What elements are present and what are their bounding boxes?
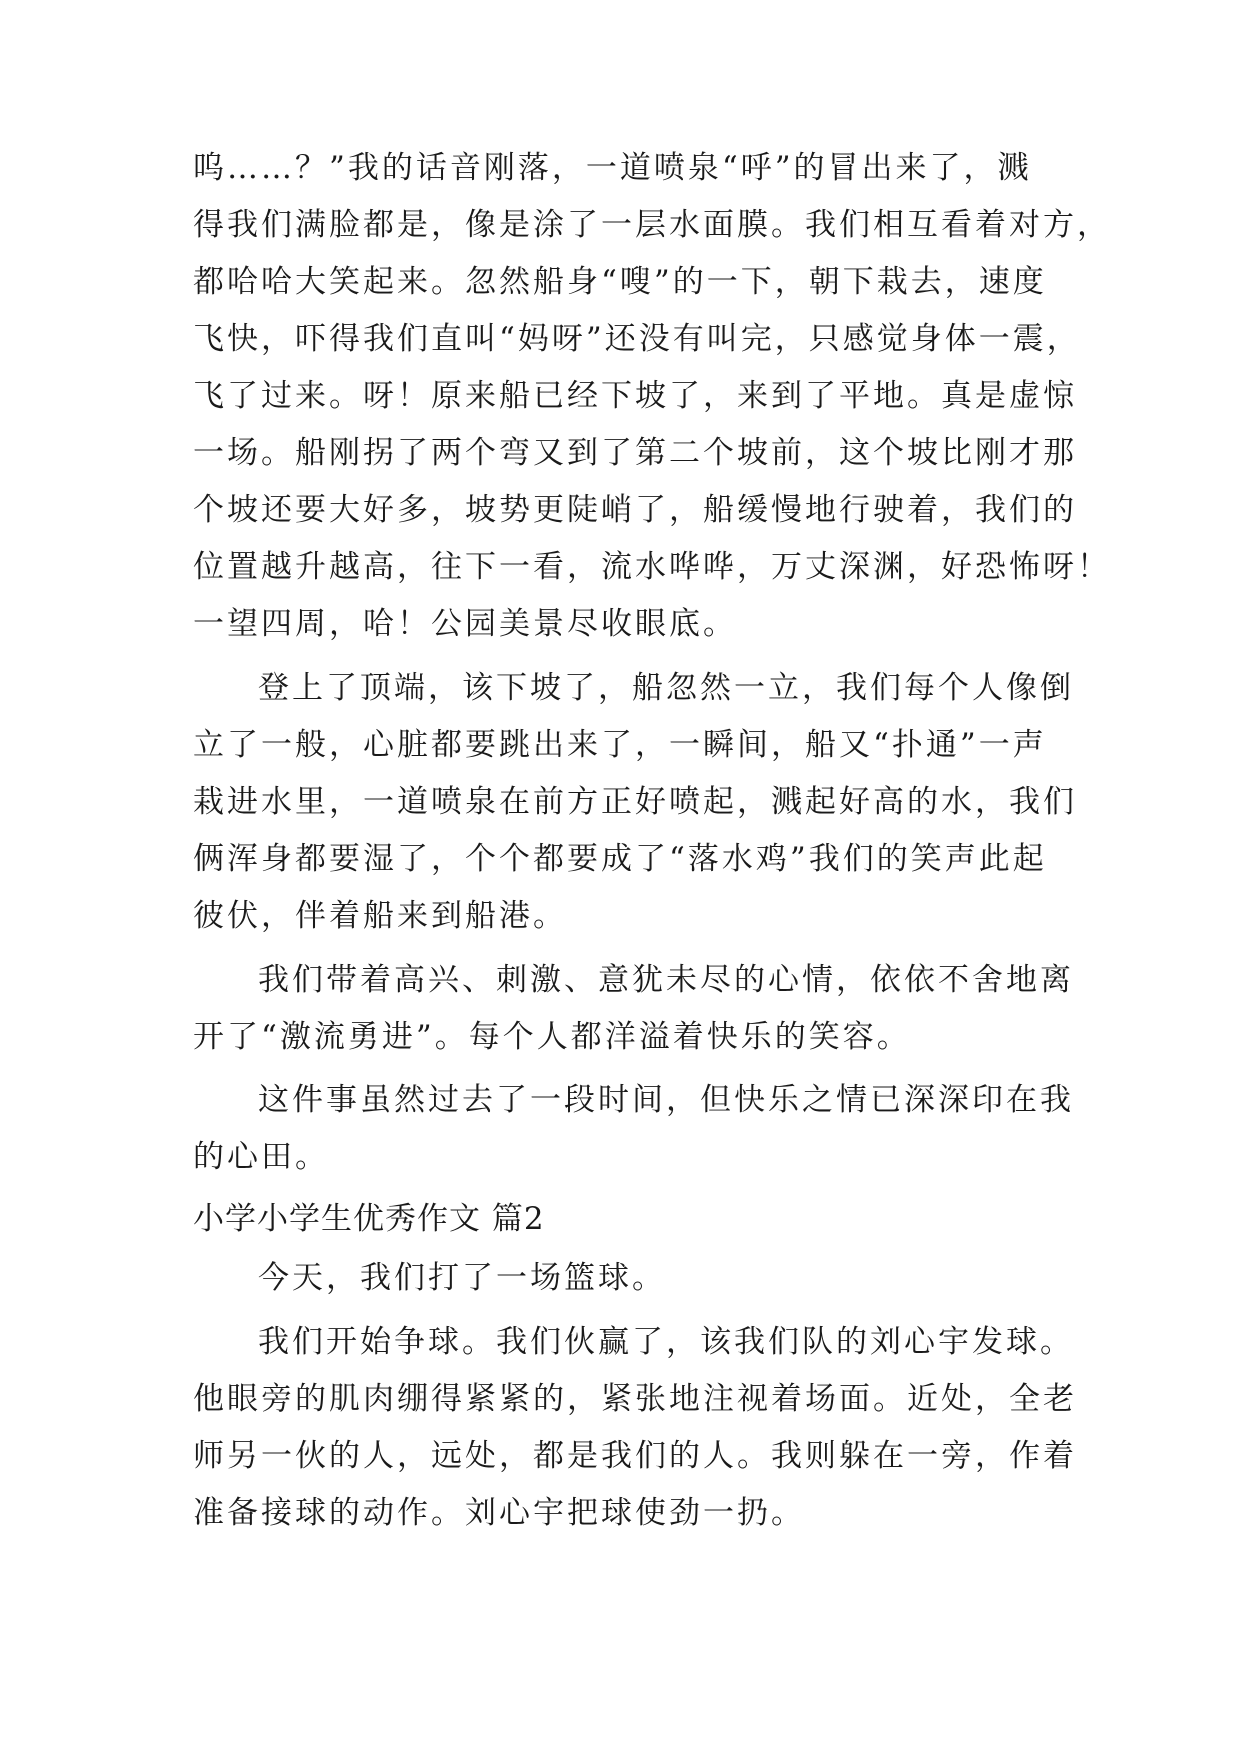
paragraph-line: 这件事虽然过去了一段时间，但快乐之情已深深印在我	[258, 1082, 1074, 1118]
paragraph-line: 飞了过来。呀！原来船已经下坡了，来到了平地。真是虚惊	[193, 378, 1077, 414]
paragraph-line: 的心田。	[193, 1139, 329, 1175]
paragraph-line: 我们开始争球。我们伙赢了，该我们队的刘心宇发球。	[258, 1324, 1074, 1360]
paragraph-line: 立了一般，心脏都要跳出来了，一瞬间，船又“扑通”一声	[193, 727, 1047, 763]
paragraph-line: 师另一伙的人，远处，都是我们的人。我则躲在一旁，作着	[193, 1438, 1077, 1474]
paragraph-line: 我们带着高兴、刺激、意犹未尽的心情，依依不舍地离	[258, 962, 1074, 998]
paragraph-line: 今天，我们打了一场篮球。	[258, 1260, 666, 1296]
paragraph-line: 登上了顶端，该下坡了，船忽然一立，我们每个人像倒	[258, 670, 1074, 706]
paragraph-line: 俩浑身都要湿了，个个都要成了“落水鸡”我们的笑声此起	[193, 841, 1047, 877]
paragraph-line: 准备接球的动作。刘心宇把球使劲一扔。	[193, 1495, 805, 1531]
paragraph-line: 飞快，吓得我们直叫“妈呀”还没有叫完，只感觉身体一震，	[193, 321, 1081, 357]
paragraph-line: 开了“激流勇进”。每个人都洋溢着快乐的笑容。	[193, 1019, 911, 1055]
paragraph-line: 他眼旁的肌肉绷得紧紧的，紧张地注视着场面。近处，全老	[193, 1381, 1077, 1417]
section-heading: 小学小学生优秀作文 篇2	[193, 1201, 545, 1237]
paragraph-line: 得我们满脸都是，像是涂了一层水面膜。我们相互看着对方，	[193, 207, 1111, 243]
paragraph-line: 栽进水里，一道喷泉在前方正好喷起，溅起好高的水，我们	[193, 784, 1077, 820]
paragraph-line: 都哈哈大笑起来。忽然船身“嗖”的一下，朝下栽去，速度	[193, 264, 1047, 300]
paragraph-line: 一望四周，哈！公园美景尽收眼底。	[193, 606, 737, 642]
paragraph-line: 位置越升越高，往下一看，流水哗哗，万丈深渊，好恐怖呀！	[193, 549, 1111, 585]
paragraph-line: 个坡还要大好多，坡势更陡峭了，船缓慢地行驶着，我们的	[193, 492, 1077, 528]
paragraph-line: 彼伏，伴着船来到船港。	[193, 898, 567, 934]
paragraph-line: 一场。船刚拐了两个弯又到了第二个坡前，这个坡比刚才那	[193, 435, 1077, 471]
paragraph-line: 呜……？”我的话音刚落，一道喷泉“呼”的冒出来了，溅	[193, 150, 1032, 186]
